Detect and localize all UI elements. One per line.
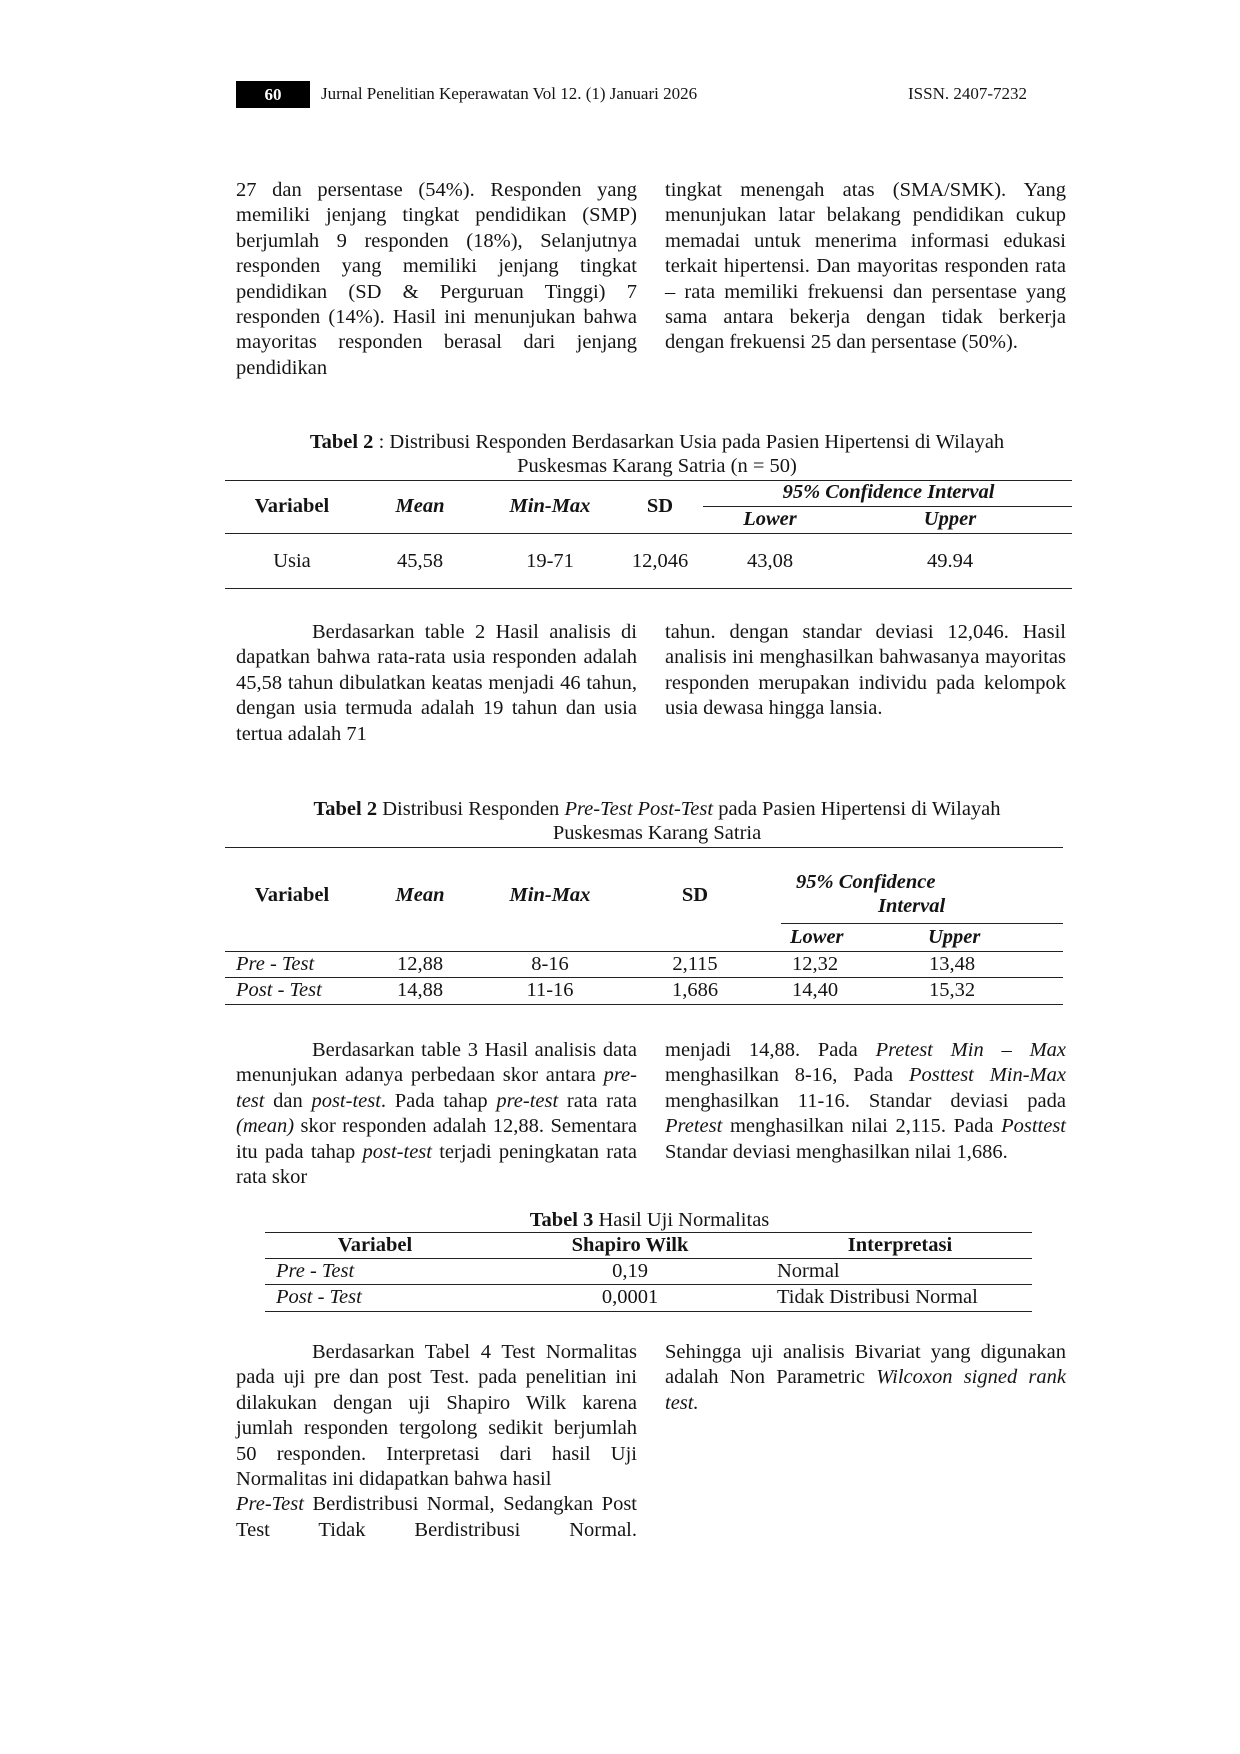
paragraph-prepost-right <box>665 1038 1066 1165</box>
cell-shapiro: 0,0001 <box>601 1286 659 1308</box>
cell-variabel: Pre - Test <box>236 953 315 975</box>
col-header-variabel: Variabel <box>254 884 330 906</box>
caption-italic: Pre-Test Post-Test <box>564 798 714 820</box>
table-rule-bottom <box>265 1311 1032 1312</box>
cell-variabel: Post - Test <box>236 979 322 1001</box>
table-age-caption <box>236 430 1078 478</box>
col-header-lower: Lower <box>743 508 797 530</box>
paragraph-text: tingkat menengah atas (SMA/SMK). Yang menunjukan latar belakang pendidikan cukup memadai untuk menerima informasi edukasi terkait hipertensi. Dan mayoritas responden rata – rata memiliki frekuensi dan persentase yang sama antara bekerja dengan tidak berkerja dengan frekuensi 25 dan persentase (50%). <box>665 179 1066 354</box>
cell-sd: 12,046 <box>631 550 689 572</box>
caption-text: Distribusi Responden <box>377 798 565 820</box>
cell-minmax: 11-16 <box>526 979 574 1001</box>
cell-lower: 14,40 <box>792 979 839 1001</box>
cell-interpretasi: Tidak Distribusi Normal <box>777 1286 978 1308</box>
col-header-sd: SD <box>681 884 709 906</box>
cell-variabel: Post - Test <box>276 1286 362 1308</box>
col-header-ci: 95% Confidence Interval <box>782 481 995 503</box>
cell-upper: 13,48 <box>929 953 976 975</box>
paragraph-text: menjadi 14,88. Pada Pretest Min – Max menghasilkan 8-16, Pada Posttest Min-Max menghasilkan 11-16. Standar deviasi pada Pretest menghasilkan nilai 2,115. Pada Posttest Standar deviasi menghasilkan nilai 1,686. <box>665 1039 1066 1163</box>
cell-upper: 49.94 <box>926 550 974 572</box>
table-rule-top <box>225 847 1063 848</box>
col-header-sd: SD <box>646 495 674 517</box>
paragraph-education-left <box>236 178 637 381</box>
col-header-ci-line1: 95% Confidence <box>796 871 936 893</box>
paragraph-text: Berdasarkan Tabel 4 Test Normalitas pada uji pre dan post Test. pada penelitian ini dilakukan dengan uji Shapiro Wilk karena jumlah responden tergolong sedikit berjumlah 50 responden. Interpretasi dari hasil Uji Normalitas ini didapatkan bahwa hasil <box>236 1341 637 1491</box>
cell-mean: 45,58 <box>396 550 444 572</box>
col-header-variabel: Variabel <box>254 495 330 517</box>
col-header-interpretasi: Interpretasi <box>847 1234 953 1256</box>
col-header-lower: Lower <box>790 926 844 948</box>
cell-mean: 14,88 <box>396 979 444 1001</box>
paragraph-text: Berdasarkan table 2 Hasil analisis di dapatkan bahwa rata-rata usia responden adalah 45,58 tahun dibulatkan keatas menjadi 46 tahun, dengan usia termuda adalah 19 tahun dan usia tertua adalah 71 <box>236 621 637 745</box>
paragraph-normality-left <box>236 1340 637 1543</box>
col-header-upper: Upper <box>928 926 981 948</box>
cell-lower: 43,08 <box>746 550 794 572</box>
cell-mean: 12,88 <box>396 953 444 975</box>
paragraph-prepost-left <box>236 1038 637 1190</box>
col-header-minmax: Min-Max <box>509 495 591 517</box>
col-header-mean: Mean <box>395 495 445 517</box>
table-rule-bottom <box>225 1004 1063 1005</box>
caption-label: Tabel 2 <box>309 431 374 453</box>
caption-line2: Puskesmas Karang Satria <box>552 822 762 844</box>
paragraph-education-right <box>665 178 1066 356</box>
caption-text: Hasil Uji Normalitas <box>593 1209 770 1231</box>
paragraph-age-right <box>665 620 1066 722</box>
table-rule-ci <box>781 923 1063 924</box>
caption-text: pada Pasien Hipertensi di Wilayah <box>713 798 1001 820</box>
cell-minmax: 8-16 <box>531 953 569 975</box>
cell-variabel: Usia <box>273 550 311 572</box>
cell-sd: 1,686 <box>671 979 719 1001</box>
cell-variabel: Pre - Test <box>276 1260 355 1282</box>
caption-label: Tabel 3 <box>529 1209 594 1231</box>
journal-title: Jurnal Penelitian Keperawatan Vol 12. (1) Januari 2026 <box>321 84 698 103</box>
cell-lower: 12,32 <box>792 953 839 975</box>
paragraph-text: Sehingga uji analisis Bivariat yang digunakan adalah Non Parametric Wilcoxon signed rank test. <box>665 1341 1066 1414</box>
paragraph-text: Pre-Test Berdistribusi Normal, Sedangkan Post Test Tidak Berdistribusi Normal. <box>236 1493 637 1541</box>
page-number: 60 <box>236 81 310 108</box>
table-prepost-caption <box>236 797 1078 845</box>
caption-line2: Puskesmas Karang Satria (n = 50) <box>517 455 797 477</box>
col-header-shapiro: Shapiro Wilk <box>571 1234 689 1256</box>
cell-shapiro: 0,19 <box>612 1260 648 1282</box>
table-rule-header <box>225 533 1072 534</box>
col-header-variabel: Variabel <box>337 1234 413 1256</box>
paragraph-normality-right <box>665 1340 1066 1416</box>
col-header-mean: Mean <box>395 884 445 906</box>
cell-sd: 2,115 <box>672 953 718 975</box>
paragraph-text: Berdasarkan table 3 Hasil analisis data menunjukan adanya perbedaan skor antara pre-test dan post-test. Pada tahap pre-test rata rata (mean) skor responden adalah 12,88. Sementara itu pada tahap post-test terjadi peningkatan rata rata skor <box>236 1039 637 1189</box>
caption-text: : Distribusi Responden Berdasarkan Usia pada Pasien Hipertensi di Wilayah <box>373 431 1005 453</box>
col-header-upper: Upper <box>923 508 977 530</box>
issn: ISSN. 2407-7232 <box>908 84 1028 103</box>
paragraph-text: 27 dan persentase (54%). Responden yang memiliki jenjang tingkat pendidikan (SMP) berjumlah 9 responden (18%), Selanjutnya responden yang memiliki jenjang tingkat pendidikan (SD & Perguruan Tinggi) 7 responden (14%). Hasil ini menunjukan bahwa mayoritas responden berasal dari jenjang pendidikan <box>236 179 637 379</box>
table-normality-caption <box>262 1208 1037 1232</box>
cell-interpretasi: Normal <box>777 1260 840 1282</box>
cell-upper: 15,32 <box>929 979 976 1001</box>
paragraph-age-left <box>236 620 637 747</box>
caption-label: Tabel 2 <box>313 798 378 820</box>
cell-minmax: 19-71 <box>526 550 574 572</box>
paragraph-text: tahun. dengan standar deviasi 12,046. Hasil analisis ini menghasilkan bahwasanya mayoritas responden merupakan individu pada kelompok usia dewasa hingga lansia. <box>665 621 1066 720</box>
col-header-ci-line2: Interval <box>878 895 946 917</box>
col-header-minmax: Min-Max <box>509 884 591 906</box>
table-rule-bottom <box>225 588 1072 589</box>
